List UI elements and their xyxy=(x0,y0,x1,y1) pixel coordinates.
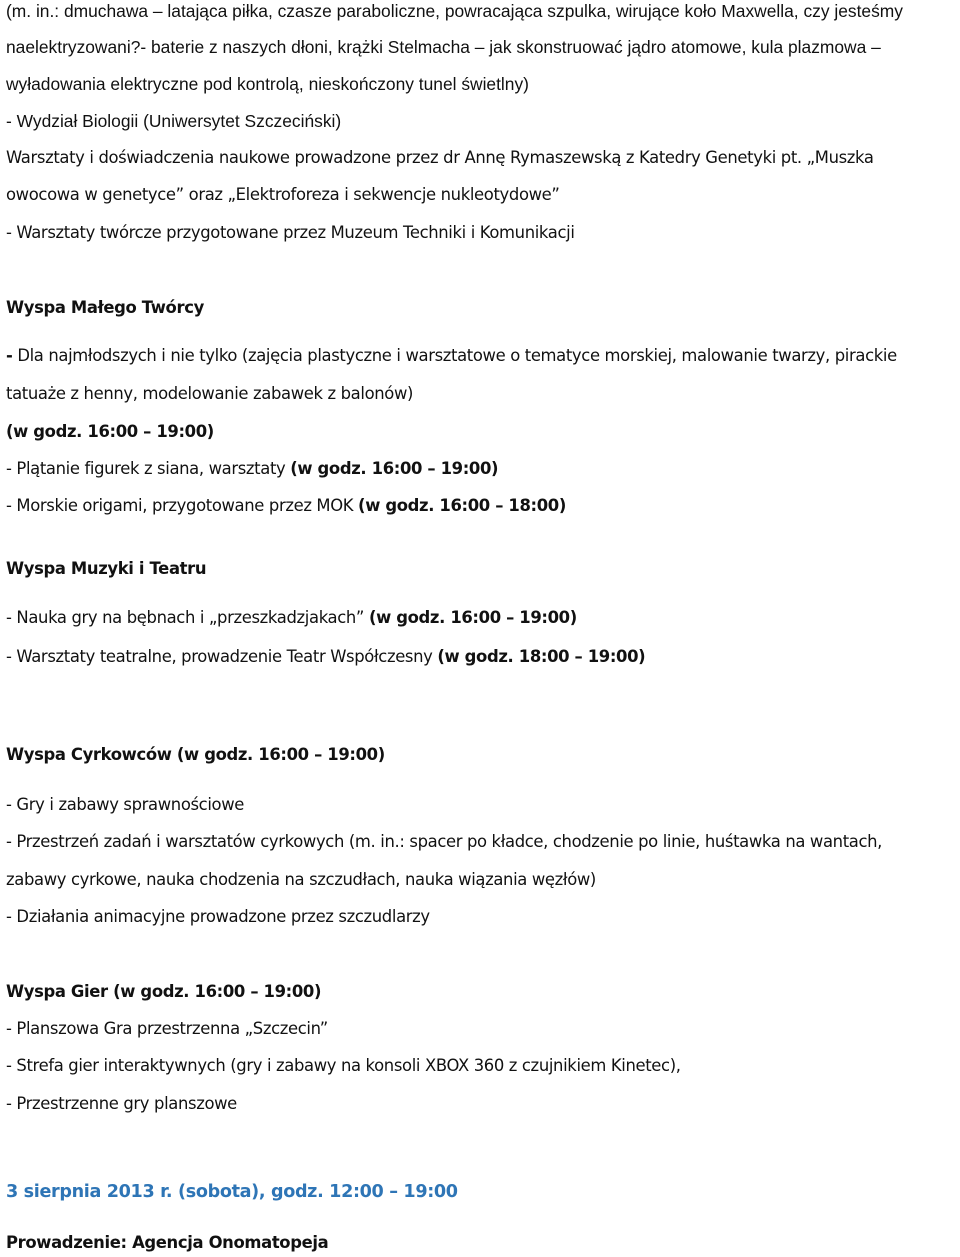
text-line xyxy=(6,458,498,480)
text-line: - Warsztaty twórcze przygotowane przez Muzeum Techniki i Komunikacji xyxy=(6,223,575,242)
text-line: Warsztaty i doświadczenia naukowe prowadzone przez dr Annę Rymaszewską z Katedry Genetyki pt. „Muszka xyxy=(6,148,874,167)
section-heading: Wyspa Cyrkowców (w godz. 16:00 – 19:00) xyxy=(6,745,385,764)
section-heading: Wyspa Małego Twórcy xyxy=(6,298,204,317)
text-line: owocowa w genetyce” oraz „Elektroforeza i sekwencje nukleotydowe” xyxy=(6,185,560,204)
organizer-line: Prowadzenie: Agencja Onomatopeja xyxy=(6,1233,329,1252)
time-span: (w godz. 16:00 – 18:00) xyxy=(358,496,566,515)
text-line: naelektryzowani?- baterie z naszych dłoni, krążki Stelmacha – jak skonstruować jądro atomowe, kula plazmowa – xyxy=(6,37,881,57)
time-span: (w godz. 16:00 – 19:00) xyxy=(290,459,499,478)
text-line: - Działania animacyjne prowadzone przez szczudlarzy xyxy=(6,907,430,926)
text-span: - Nauka gry na bębnach i „przeszkadzjakach” xyxy=(6,608,369,627)
section-heading: Wyspa Gier (w godz. 16:00 – 19:00) xyxy=(6,982,322,1001)
text-span: - Plątanie figurek z siana, warsztaty xyxy=(6,459,291,478)
time-span: (w godz. 16:00 – 19:00) xyxy=(368,608,577,627)
text-line xyxy=(6,495,566,517)
time-line: (w godz. 16:00 – 19:00) xyxy=(6,422,214,441)
section-heading: Wyspa Muzyki i Teatru xyxy=(6,559,207,578)
text-line xyxy=(6,646,645,668)
text-span: Dla najmłodszych i nie tylko (zajęcia plastyczne i warsztatowe o tematyce morskiej, malowanie twarzy, pirackie xyxy=(12,346,897,365)
text-line: tatuaże z henny, modelowanie zabawek z balonów) xyxy=(6,384,414,403)
text-line: - Gry i zabawy sprawnościowe xyxy=(6,795,245,814)
text-line xyxy=(6,607,577,629)
time-span: (w godz. 18:00 – 19:00) xyxy=(437,647,646,666)
event-date-heading: 3 sierpnia 2013 r. (sobota), godz. 12:00 – 19:00 xyxy=(6,1182,458,1202)
text-line: - Wydział Biologii (Uniwersytet Szczeciński) xyxy=(6,111,342,131)
text-line: zabawy cyrkowe, nauka chodzenia na szczudłach, nauka wiązania węzłów) xyxy=(6,870,596,889)
text-span: - Morskie origami, przygotowane przez MOK xyxy=(6,496,359,515)
text-line: - Planszowa Gra przestrzenna „Szczecin” xyxy=(6,1019,328,1038)
text-line: (m. in.: dmuchawa – latająca piłka, czasze paraboliczne, powracająca szpulka, wirujące koło Maxwella, czy jesteśmy xyxy=(6,1,903,21)
text-line: wyładowania elektryczne pod kontrolą, nieskończony tunel świetlny) xyxy=(6,74,529,94)
text-line: - Przestrzenne gry planszowe xyxy=(6,1094,237,1113)
text-line xyxy=(6,345,897,367)
dash: - xyxy=(6,346,13,365)
text-span: - Warsztaty teatralne, prowadzenie Teatr Współczesny xyxy=(6,647,438,666)
text-line: - Przestrzeń zadań i warsztatów cyrkowych (m. in.: spacer po kładce, chodzenie po linie, huśtawka na wantach, xyxy=(6,832,883,851)
text-line: - Strefa gier interaktywnych (gry i zabawy na konsoli XBOX 360 z czujnikiem Kinetec), xyxy=(6,1056,681,1075)
